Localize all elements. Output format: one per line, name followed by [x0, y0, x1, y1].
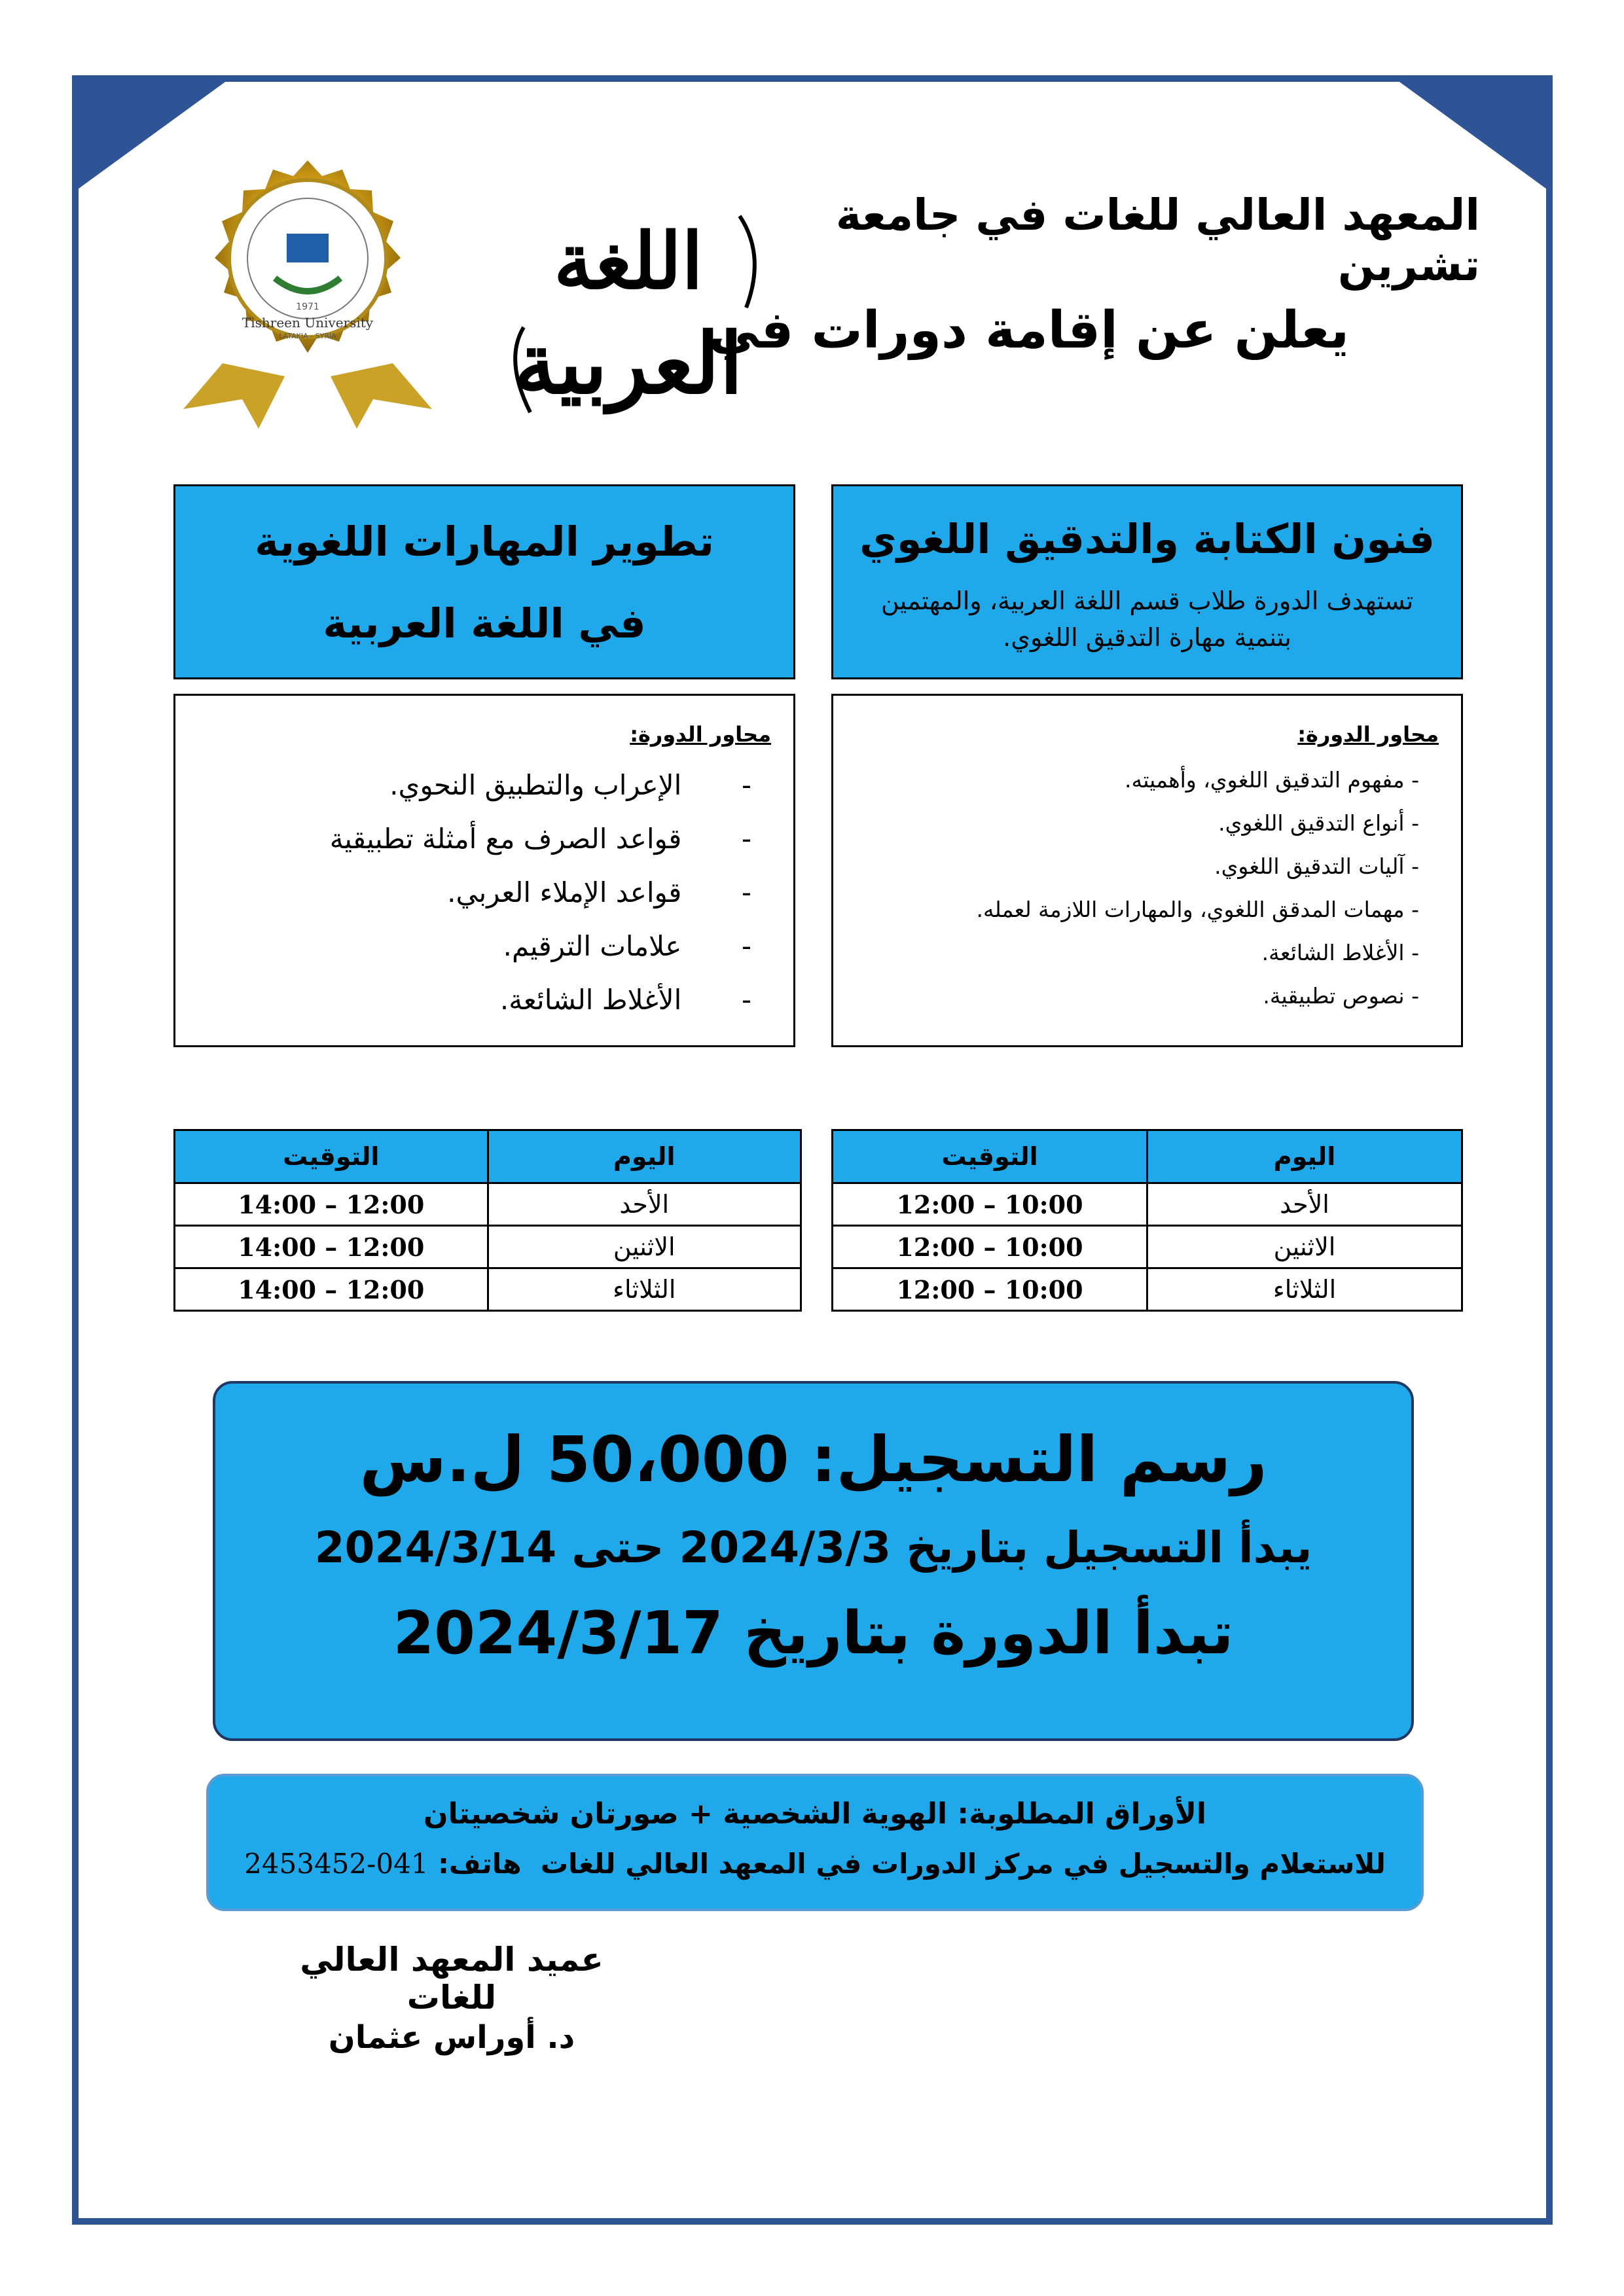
tishreen-university-seal — [144, 147, 471, 435]
course-right-axes-heading: محاور الدورة: — [1297, 722, 1439, 747]
signature-name: د. أوراس عثمان — [328, 2019, 575, 2056]
schedule-day: الثلاثاء — [1147, 1268, 1462, 1311]
inquiry-line: للاستعلام والتسجيل في مركز الدورات في المعهد العالي للغات هاتف: 041-2453452 — [244, 1848, 1386, 1880]
registration-fee-box — [213, 1381, 1414, 1741]
table-row — [833, 1183, 1462, 1226]
table-row — [175, 1268, 801, 1311]
svg-text:اللغة: اللغة — [554, 215, 703, 306]
table-header-row — [833, 1130, 1462, 1183]
signature-title: عميد المعهد العالي للغات — [300, 1941, 604, 2017]
table-row — [833, 1226, 1462, 1268]
required-documents-box — [206, 1774, 1424, 1911]
seal-text: Tishreen University — [242, 315, 374, 331]
course-left-title-line2: في اللغة العربية — [323, 600, 646, 647]
seal-year: 1971 — [296, 302, 319, 312]
required-documents: الأوراق المطلوبة: الهوية الشخصية + صورتان شخصيتان — [424, 1797, 1206, 1831]
column-header-time: التوقيت — [833, 1130, 1147, 1183]
course-left-axes-heading: محاور الدورة: — [630, 722, 771, 747]
list-item: - قواعد الصرف مع أمثلة تطبيقية — [329, 823, 751, 855]
schedule-time: 12:00 – 14:00 — [175, 1226, 488, 1268]
course-right-axes-box — [831, 694, 1463, 1047]
list-item: - الأغلاط الشائعة. — [499, 984, 751, 1016]
schedule-day: الاثنين — [1147, 1226, 1462, 1268]
schedule-time: 10:00 – 12:00 — [833, 1183, 1147, 1226]
list-item: - مفهوم التدقيق اللغوي، وأهميته. — [1125, 767, 1419, 793]
list-item: - قواعد الإملاء العربي. — [447, 876, 751, 908]
svg-text:العربية: العربية — [514, 315, 743, 413]
table-row — [175, 1226, 801, 1268]
list-item: - مهمات المدقق اللغوي، والمهارات اللازمة لعمله. — [976, 897, 1419, 922]
phone-number: 041-2453452 — [244, 1848, 429, 1880]
registration-fee: رسم التسجيل: 50،000 ل.س — [359, 1423, 1267, 1496]
list-item: - آليات التدقيق اللغوي. — [1214, 853, 1419, 879]
seal-city: LATAKIA - SYRIA — [279, 332, 336, 340]
list-item: - نصوص تطبيقية. — [1263, 983, 1419, 1009]
schedule-time: 10:00 – 12:00 — [833, 1268, 1147, 1311]
institute-name: المعهد العالي للغات في جامعة تشرين — [835, 190, 1480, 291]
course-left-axes-box — [173, 694, 795, 1047]
registration-period: يبدأ التسجيل بتاريخ 2024/3/3 حتى 2024/3/14 — [314, 1522, 1312, 1573]
list-item: - الإعراب والتطبيق النحوي. — [389, 769, 751, 801]
schedule-day: الأحد — [1147, 1183, 1462, 1226]
course-right-schedule-table — [831, 1129, 1463, 1312]
column-header-day: اليوم — [488, 1130, 801, 1183]
schedule-day: الثلاثاء — [488, 1268, 801, 1311]
schedule-time: 12:00 – 14:00 — [175, 1268, 488, 1311]
course-right-axes-list — [846, 759, 1439, 1018]
list-item: - الأغلاط الشائعة. — [1261, 940, 1419, 965]
course-right-title-box — [831, 484, 1463, 679]
arabic-calligraphy-logo — [478, 177, 779, 452]
list-item: - أنواع التدقيق اللغوي. — [1218, 810, 1419, 836]
list-item: - علامات الترقيم. — [503, 930, 751, 962]
schedule-time: 10:00 – 12:00 — [833, 1226, 1147, 1268]
course-left-schedule-table — [173, 1129, 802, 1312]
course-start-date: تبدأ الدورة بتاريخ 2024/3/17 — [393, 1599, 1234, 1668]
schedule-time: 12:00 – 14:00 — [175, 1183, 488, 1226]
column-header-day: اليوم — [1147, 1130, 1462, 1183]
schedule-day: الأحد — [488, 1183, 801, 1226]
course-right-target-line2: بتنمية مهارة التدقيق اللغوي. — [1003, 623, 1291, 652]
column-header-time: التوقيت — [175, 1130, 488, 1183]
course-left-title-line1: تطوير المهارات اللغوية — [255, 518, 714, 565]
course-right-target-line1: تستهدف الدورة طلاب قسم اللغة العربية، والمهتمين — [880, 586, 1414, 615]
course-left-axes-list — [189, 759, 771, 1027]
course-left-title-box — [173, 484, 795, 679]
schedule-day: الاثنين — [488, 1226, 801, 1268]
table-row — [175, 1183, 801, 1226]
table-header-row — [175, 1130, 801, 1183]
course-right-title: فنون الكتابة والتدقيق اللغوي — [859, 515, 1435, 563]
announcement-line: يعلن عن إقامة دورات في — [708, 301, 1349, 360]
table-row — [833, 1268, 1462, 1311]
